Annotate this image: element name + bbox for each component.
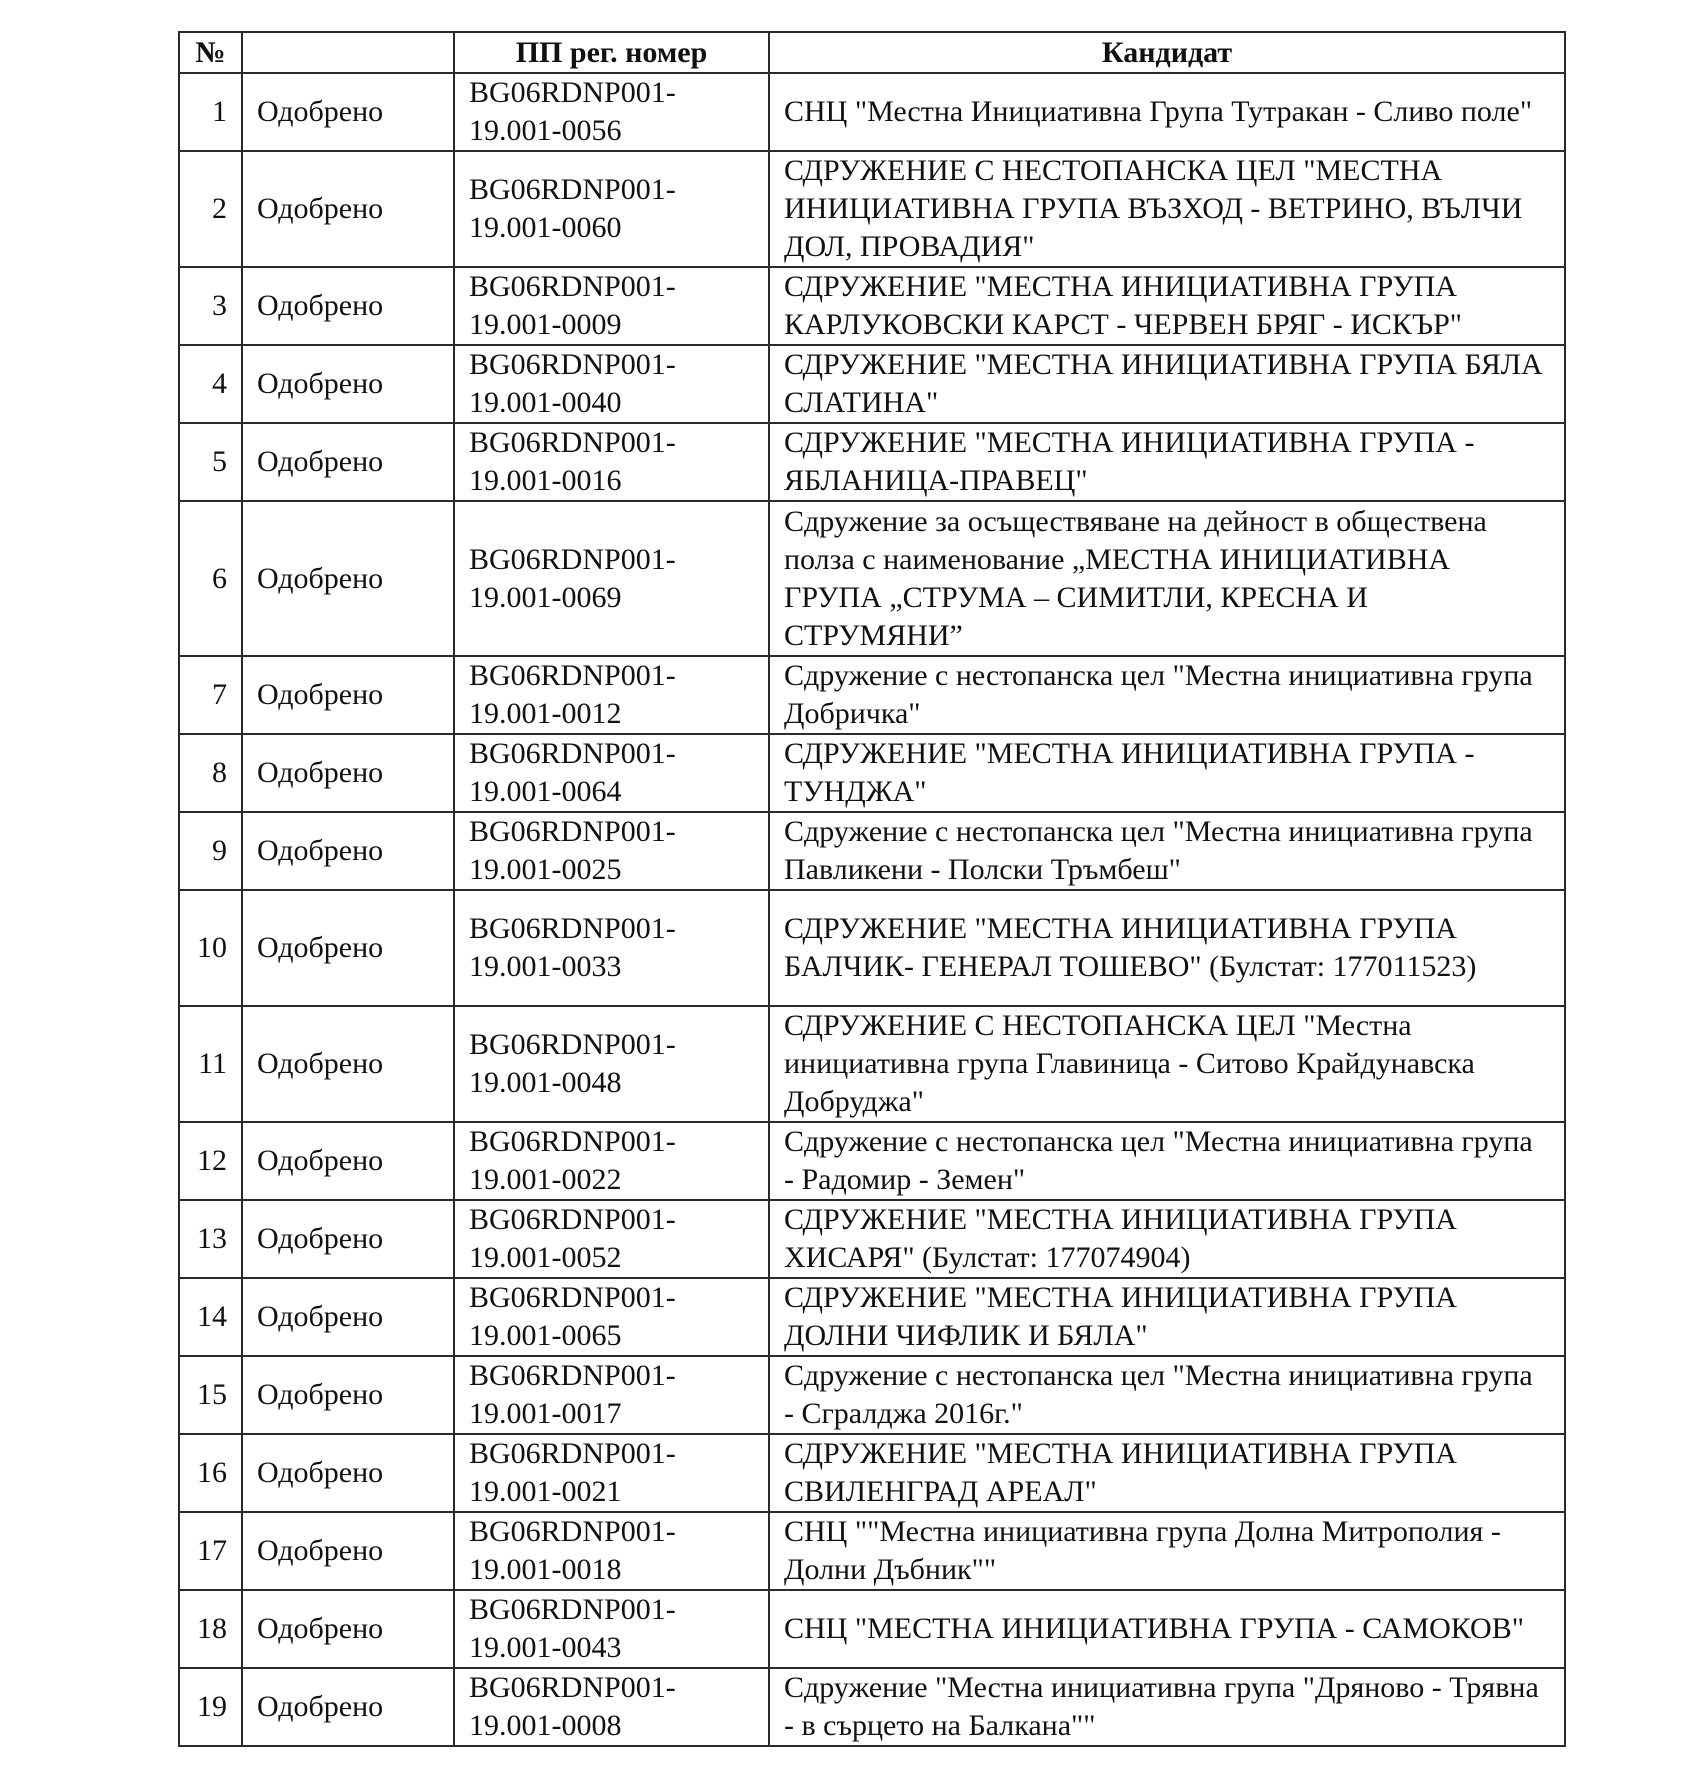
- row-candidate: СДРУЖЕНИЕ С НЕСТОПАНСКА ЦЕЛ "МЕСТНА ИНИЦИАТИВНА ГРУПА ВЪЗХОД - ВЕТРИНО, ВЪЛЧИ ДОЛ, ПРОВАДИЯ": [769, 151, 1565, 267]
- row-candidate: Сдружение "Местна инициативна група "Дряново - Трявна - в сърцето на Балкана"": [769, 1668, 1565, 1746]
- row-number: 13: [179, 1200, 242, 1278]
- row-status: Одобрено: [242, 1512, 454, 1590]
- table-body: [179, 73, 1565, 1746]
- row-candidate: Сдружение за осъществяване на дейност в обществена полза с наименование „МЕСТНА ИНИЦИАТИВНА ГРУПА „СТРУМА – СИМИТЛИ, КРЕСНА И СТРУМЯНИ”: [769, 501, 1565, 656]
- row-status: Одобрено: [242, 267, 454, 345]
- row-number: 9: [179, 812, 242, 890]
- row-candidate: СДРУЖЕНИЕ "МЕСТНА ИНИЦИАТИВНА ГРУПА - ТУНДЖА": [769, 734, 1565, 812]
- row-candidate: Сдружение с нестопанска цел "Местна инициативна група - Радомир - Земен": [769, 1122, 1565, 1200]
- row-candidate: Сдружение с нестопанска цел "Местна инициативна група Павликени - Полски Тръмбеш": [769, 812, 1565, 890]
- table-row: [179, 1590, 1565, 1668]
- row-status: Одобрено: [242, 890, 454, 1006]
- row-number: 1: [179, 73, 242, 151]
- table-row: [179, 73, 1565, 151]
- approved-candidates-table: [178, 31, 1566, 1747]
- row-candidate: Сдружение с нестопанска цел "Местна инициативна група - Сгралджа 2016г.": [769, 1356, 1565, 1434]
- row-candidate: СНЦ ""Местна инициативна група Долна Митрополия - Долни Дъбник"": [769, 1512, 1565, 1590]
- table-row: [179, 656, 1565, 734]
- row-status: Одобрено: [242, 151, 454, 267]
- table-row: [179, 890, 1565, 1006]
- row-reg-number: BG06RDNP001- 19.001-0069: [454, 501, 769, 656]
- row-status: Одобрено: [242, 1200, 454, 1278]
- row-reg-number: BG06RDNP001- 19.001-0052: [454, 1200, 769, 1278]
- row-candidate: СДРУЖЕНИЕ С НЕСТОПАНСКА ЦЕЛ "Местна инициативна група Главиница - Ситово Крайдунавска Добруджа": [769, 1006, 1565, 1122]
- table-row: [179, 1512, 1565, 1590]
- row-status: Одобрено: [242, 1006, 454, 1122]
- row-status: Одобрено: [242, 1434, 454, 1512]
- row-number: 17: [179, 1512, 242, 1590]
- row-status: Одобрено: [242, 1278, 454, 1356]
- table-header: [179, 32, 1565, 73]
- row-number: 16: [179, 1434, 242, 1512]
- row-reg-number: BG06RDNP001- 19.001-0043: [454, 1590, 769, 1668]
- row-status: Одобрено: [242, 501, 454, 656]
- row-candidate: СДРУЖЕНИЕ "МЕСТНА ИНИЦИАТИВНА ГРУПА БЯЛА СЛАТИНА": [769, 345, 1565, 423]
- row-reg-number: BG06RDNP001- 19.001-0008: [454, 1668, 769, 1746]
- row-number: 4: [179, 345, 242, 423]
- table-row: [179, 345, 1565, 423]
- header-row: [179, 32, 1565, 73]
- row-number: 3: [179, 267, 242, 345]
- row-number: 14: [179, 1278, 242, 1356]
- row-number: 2: [179, 151, 242, 267]
- row-reg-number: BG06RDNP001- 19.001-0017: [454, 1356, 769, 1434]
- row-status: Одобрено: [242, 1668, 454, 1746]
- table-row: [179, 734, 1565, 812]
- row-reg-number: BG06RDNP001- 19.001-0025: [454, 812, 769, 890]
- table-row: [179, 1278, 1565, 1356]
- row-status: Одобрено: [242, 734, 454, 812]
- row-status: Одобрено: [242, 1590, 454, 1668]
- row-number: 15: [179, 1356, 242, 1434]
- row-reg-number: BG06RDNP001- 19.001-0009: [454, 267, 769, 345]
- row-candidate: СДРУЖЕНИЕ "МЕСТНА ИНИЦИАТИВНА ГРУПА КАРЛУКОВСКИ КАРСТ - ЧЕРВЕН БРЯГ - ИСКЪР": [769, 267, 1565, 345]
- row-candidate: СДРУЖЕНИЕ "МЕСТНА ИНИЦИАТИВНА ГРУПА ХИСАРЯ" (Булстат: 177074904): [769, 1200, 1565, 1278]
- table-row: [179, 1434, 1565, 1512]
- header-reg-number: ПП рег. номер: [454, 32, 769, 73]
- row-number: 11: [179, 1006, 242, 1122]
- row-reg-number: BG06RDNP001- 19.001-0048: [454, 1006, 769, 1122]
- row-number: 18: [179, 1590, 242, 1668]
- row-candidate: СДРУЖЕНИЕ "МЕСТНА ИНИЦИАТИВНА ГРУПА ДОЛНИ ЧИФЛИК И БЯЛА": [769, 1278, 1565, 1356]
- table-row: [179, 1200, 1565, 1278]
- row-number: 6: [179, 501, 242, 656]
- table-row: [179, 501, 1565, 656]
- row-status: Одобрено: [242, 423, 454, 501]
- row-number: 10: [179, 890, 242, 1006]
- table-row: [179, 1006, 1565, 1122]
- header-candidate: Кандидат: [769, 32, 1565, 73]
- row-number: 19: [179, 1668, 242, 1746]
- header-status: [242, 32, 454, 73]
- row-status: Одобрено: [242, 1122, 454, 1200]
- table-row: [179, 267, 1565, 345]
- row-candidate: СДРУЖЕНИЕ "МЕСТНА ИНИЦИАТИВНА ГРУПА БАЛЧИК- ГЕНЕРАЛ ТОШЕВО" (Булстат: 177011523): [769, 890, 1565, 1006]
- row-status: Одобрено: [242, 812, 454, 890]
- row-number: 8: [179, 734, 242, 812]
- row-candidate: СНЦ "МЕСТНА ИНИЦИАТИВНА ГРУПА - САМОКОВ": [769, 1590, 1565, 1668]
- row-reg-number: BG06RDNP001- 19.001-0040: [454, 345, 769, 423]
- table-row: [179, 812, 1565, 890]
- row-reg-number: BG06RDNP001- 19.001-0064: [454, 734, 769, 812]
- row-candidate: СНЦ "Местна Инициативна Група Тутракан - Сливо поле": [769, 73, 1565, 151]
- row-reg-number: BG06RDNP001- 19.001-0022: [454, 1122, 769, 1200]
- row-reg-number: BG06RDNP001- 19.001-0056: [454, 73, 769, 151]
- row-number: 7: [179, 656, 242, 734]
- row-candidate: Сдружение с нестопанска цел "Местна инициативна група Добричка": [769, 656, 1565, 734]
- table-row: [179, 1122, 1565, 1200]
- row-reg-number: BG06RDNP001- 19.001-0018: [454, 1512, 769, 1590]
- table-row: [179, 151, 1565, 267]
- row-reg-number: BG06RDNP001- 19.001-0016: [454, 423, 769, 501]
- row-candidate: СДРУЖЕНИЕ "МЕСТНА ИНИЦИАТИВНА ГРУПА СВИЛЕНГРАД АРЕАЛ": [769, 1434, 1565, 1512]
- row-status: Одобрено: [242, 345, 454, 423]
- table-row: [179, 1356, 1565, 1434]
- row-reg-number: BG06RDNP001- 19.001-0060: [454, 151, 769, 267]
- row-number: 12: [179, 1122, 242, 1200]
- row-status: Одобрено: [242, 1356, 454, 1434]
- row-reg-number: BG06RDNP001- 19.001-0021: [454, 1434, 769, 1512]
- table-row: [179, 1668, 1565, 1746]
- row-reg-number: BG06RDNP001- 19.001-0012: [454, 656, 769, 734]
- row-candidate: СДРУЖЕНИЕ "МЕСТНА ИНИЦИАТИВНА ГРУПА - ЯБЛАНИЦА-ПРАВЕЦ": [769, 423, 1565, 501]
- row-status: Одобрено: [242, 73, 454, 151]
- row-reg-number: BG06RDNP001- 19.001-0033: [454, 890, 769, 1006]
- table-row: [179, 423, 1565, 501]
- row-number: 5: [179, 423, 242, 501]
- row-reg-number: BG06RDNP001- 19.001-0065: [454, 1278, 769, 1356]
- row-status: Одобрено: [242, 656, 454, 734]
- header-num: №: [179, 32, 242, 73]
